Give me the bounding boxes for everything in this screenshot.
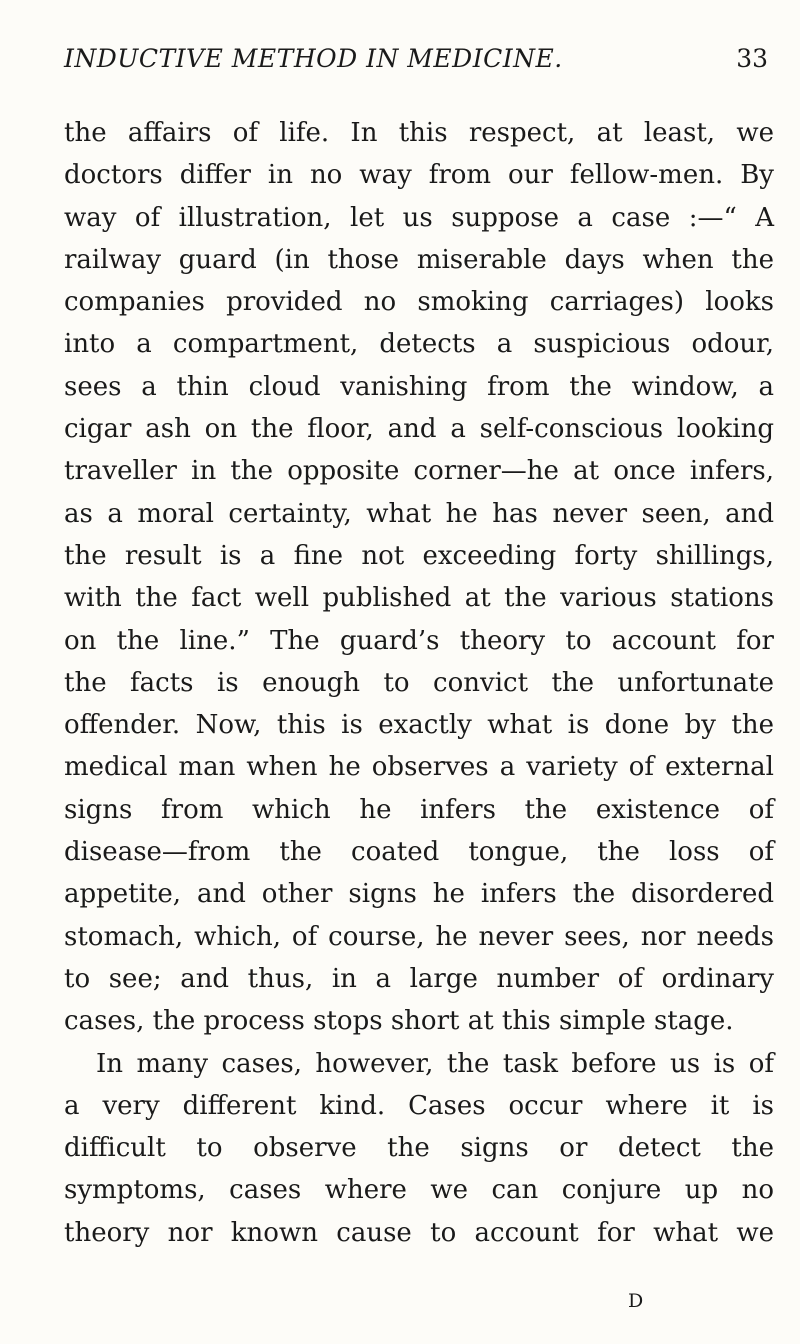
text-line: as a moral certainty, what he has never seen, and (64, 498, 774, 529)
text-line: with the fact well published at the various stations (64, 583, 774, 614)
text-line: way of illustration, let us suppose a case :—“ A (64, 202, 774, 233)
text-line: traveller in the opposite corner—he at once infers, (64, 456, 774, 487)
text-line: doctors differ in no way from our fellow-men. By (64, 160, 774, 191)
text-line: offender. Now, this is exactly what is done by the (64, 710, 774, 741)
text-line: on the line.” The guard’s theory to account for (64, 625, 774, 656)
text-line: symptoms, cases where we can conjure up no (64, 1175, 774, 1206)
text-line: disease—from the coated tongue, the loss of (64, 837, 774, 868)
text-line: to see; and thus, in a large number of ordinary (64, 963, 774, 994)
text-line: the affairs of life. In this respect, at least, we (64, 118, 774, 148)
text-line: medical man when he observes a variety of external (64, 752, 774, 783)
running-head (64, 44, 768, 94)
running-head-title: INDUCTIVE METHOD IN MEDICINE. (64, 44, 563, 73)
text-line: theory nor known cause to account for what we (64, 1217, 774, 1248)
text-line: cigar ash on the floor, and a self-conscious looking (64, 414, 774, 445)
text-line: railway guard (in those miserable days when the (64, 244, 774, 275)
signature-mark: D (628, 1290, 645, 1312)
text-line: into a compartment, detects a suspicious odour, (64, 329, 774, 360)
page-number: 33 (736, 44, 768, 73)
text-line: the facts is enough to convict the unfortunate (64, 667, 774, 698)
text-line: companies provided no smoking carriages) looks (64, 287, 774, 318)
text-line: In many cases, however, the task before us is of (96, 1048, 774, 1079)
text-line: difficult to observe the signs or detect the (64, 1133, 774, 1164)
text-line: sees a thin cloud vanishing from the window, a (64, 371, 774, 402)
text-line: appetite, and other signs he infers the disordered (64, 879, 774, 910)
text-line: cases, the process stops short at this simple stage. (64, 1006, 734, 1037)
body-text (64, 112, 774, 1254)
text-line: stomach, which, of course, he never sees, nor needs (64, 921, 774, 952)
text-line: a very different kind. Cases occur where it is (64, 1090, 774, 1121)
text-line: signs from which he infers the existence of (64, 794, 774, 825)
text-line: the result is a fine not exceeding forty shillings, (64, 540, 774, 571)
